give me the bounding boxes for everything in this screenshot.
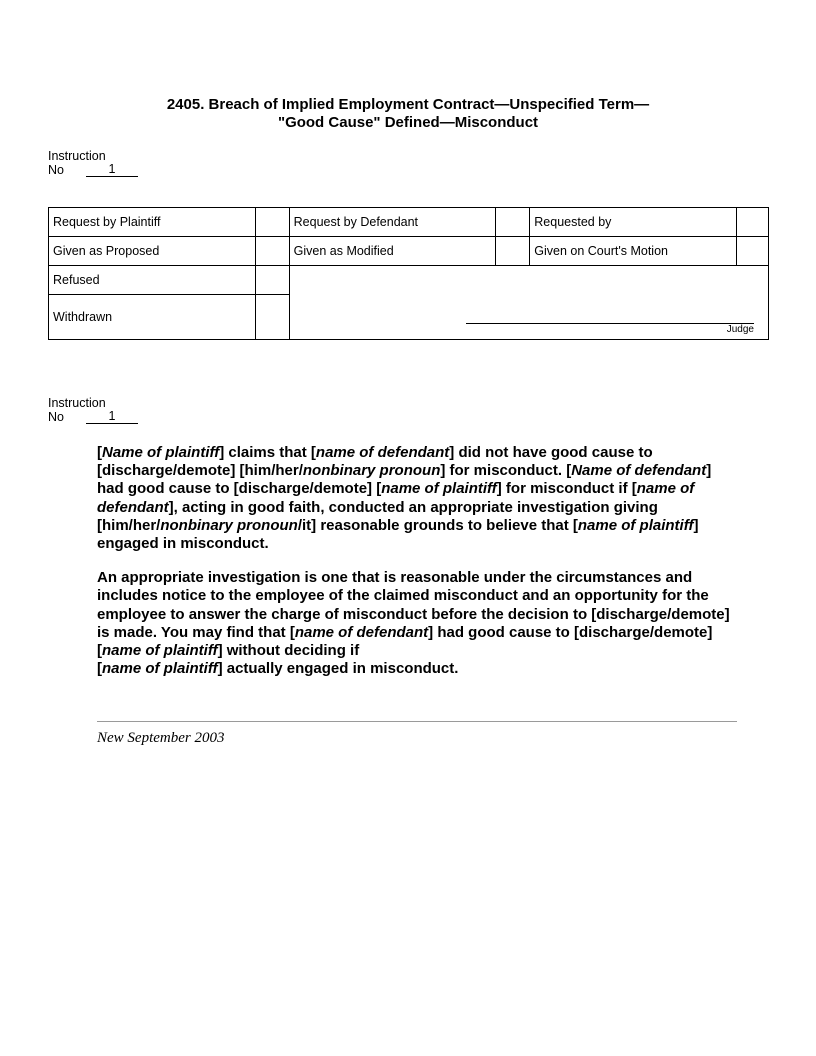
given-on-courts-motion-label: Given on Court's Motion (530, 237, 737, 266)
request-by-defendant-label: Request by Defendant (289, 208, 496, 237)
request-by-defendant-checkbox[interactable] (496, 208, 530, 237)
instruction-no-label: No (48, 163, 64, 177)
instruction-number-block-2 (48, 396, 138, 424)
withdrawn-label: Withdrawn (49, 295, 256, 340)
instruction-body (97, 444, 742, 694)
instruction-number-block (48, 149, 138, 177)
given-as-modified-checkbox[interactable] (496, 237, 530, 266)
withdrawn-checkbox[interactable] (255, 295, 289, 340)
requested-by-checkbox[interactable] (737, 208, 769, 237)
instruction-paragraph-2: An appropriate investigation is one that is reasonable under the circumstances and includes notice to the employee of the claimed misconduct and an opportunity for the employee to answer the charge of misconduct before the decision to [discharge/demote] is made. You may find that [name of defendant] had good cause to [discharge/demote] [name of plaintiff] without deciding if [name of plaintiff] actually engaged in misconduct. (97, 569, 730, 678)
instruction-no-value: 1 (86, 163, 138, 177)
footer-divider (97, 721, 737, 722)
request-by-plaintiff-label: Request by Plaintiff (49, 208, 256, 237)
request-by-plaintiff-checkbox[interactable] (255, 208, 289, 237)
instruction-no-label: No (48, 410, 64, 424)
instruction-title (0, 96, 816, 132)
instruction-status-table (48, 207, 769, 340)
instruction-label: Instruction (48, 149, 106, 163)
requested-by-label: Requested by (530, 208, 737, 237)
judge-label: Judge (726, 324, 754, 335)
refused-checkbox[interactable] (255, 266, 289, 295)
instruction-no-value: 1 (86, 410, 138, 424)
instruction-paragraph-1: [Name of plaintiff] claims that [name of defendant] did not have good cause to [discharge/demote] [him/her/nonbinary pronoun] for misconduct. [Name of defendant] had good cause to [discharge/demote] [name of plaintiff] for misconduct if [name of defendant], acting in good faith, conducted an appropriate investigation giving [him/her/nonbinary pronoun/it] reasonable grounds to believe that [name of plaintiff] engaged in misconduct. (97, 444, 712, 553)
instruction-label: Instruction (48, 396, 106, 410)
judge-signature-area (289, 266, 768, 340)
given-on-courts-motion-checkbox[interactable] (737, 237, 769, 266)
title-line-2: "Good Cause" Defined—Misconduct (277, 114, 539, 131)
title-line-1: 2405. Breach of Implied Employment Contract—Unspecified Term— (166, 96, 650, 113)
given-as-proposed-label: Given as Proposed (49, 237, 256, 266)
revision-note: New September 2003 (97, 730, 225, 746)
given-as-modified-label: Given as Modified (289, 237, 496, 266)
refused-label: Refused (49, 266, 256, 295)
given-as-proposed-checkbox[interactable] (255, 237, 289, 266)
